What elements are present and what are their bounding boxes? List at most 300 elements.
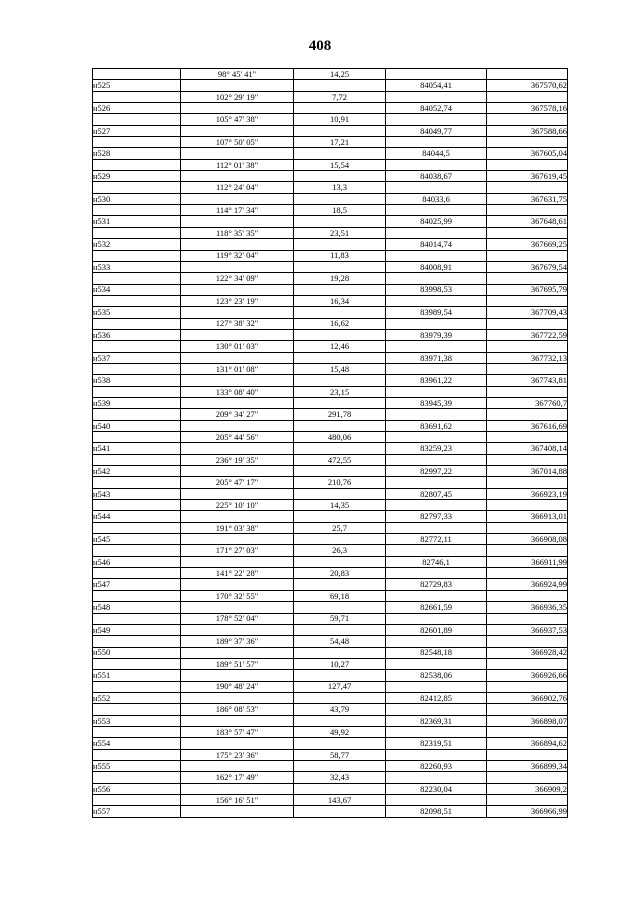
y-coordinate: 367722,59	[487, 329, 568, 340]
x-coordinate-cell	[386, 386, 487, 397]
direction-angle: 189° 51' 57"	[181, 658, 294, 669]
segment-distance: 16,34	[294, 295, 386, 306]
point-name: н534	[93, 284, 181, 295]
y-coordinate-cell	[487, 590, 568, 601]
x-coordinate-cell	[386, 341, 487, 352]
x-coordinate: 82601,89	[386, 624, 487, 635]
x-coordinate: 82729,83	[386, 579, 487, 590]
y-coordinate: 367616,69	[487, 420, 568, 431]
direction-angle: 118° 35' 35"	[181, 227, 294, 238]
x-coordinate-cell	[386, 795, 487, 806]
x-coordinate-cell	[386, 749, 487, 760]
angle-cell-empty	[181, 443, 294, 454]
point-name-cell	[93, 795, 181, 806]
point-name: н548	[93, 602, 181, 613]
point-name-cell	[93, 636, 181, 647]
point-name: н526	[93, 103, 181, 114]
segment-distance: 291,78	[294, 409, 386, 420]
x-coordinate: 84038,67	[386, 171, 487, 182]
segment-distance: 23,51	[294, 227, 386, 238]
direction-angle: 156° 16' 51"	[181, 795, 294, 806]
x-coordinate: 83945,39	[386, 397, 487, 408]
segment-distance: 127,47	[294, 681, 386, 692]
y-coordinate: 366966,99	[487, 806, 568, 817]
angle-cell-empty	[181, 466, 294, 477]
distance-cell-empty	[294, 125, 386, 136]
segment-row	[93, 590, 568, 601]
x-coordinate: 83998,53	[386, 284, 487, 295]
y-coordinate: 367732,13	[487, 352, 568, 363]
segment-distance: 54,48	[294, 636, 386, 647]
segment-distance: 26,3	[294, 545, 386, 556]
direction-angle: 162° 17' 49"	[181, 772, 294, 783]
segment-distance: 18,5	[294, 205, 386, 216]
x-coordinate-cell	[386, 409, 487, 420]
point-name-cell	[93, 318, 181, 329]
point-name: н554	[93, 738, 181, 749]
x-coordinate-cell	[386, 227, 487, 238]
distance-cell-empty	[294, 329, 386, 340]
angle-cell-empty	[181, 352, 294, 363]
y-coordinate-cell	[487, 795, 568, 806]
point-name-cell	[93, 590, 181, 601]
y-coordinate-cell	[487, 295, 568, 306]
point-name: н544	[93, 511, 181, 522]
distance-cell-empty	[294, 466, 386, 477]
segment-row	[93, 613, 568, 624]
segment-distance: 69,18	[294, 590, 386, 601]
point-name: н539	[93, 397, 181, 408]
point-name: н557	[93, 806, 181, 817]
direction-angle: 170° 32' 55"	[181, 590, 294, 601]
distance-cell-empty	[294, 375, 386, 386]
distance-cell-empty	[294, 80, 386, 91]
segment-row	[93, 772, 568, 783]
segment-row	[93, 636, 568, 647]
point-name: н532	[93, 239, 181, 250]
x-coordinate-cell	[386, 454, 487, 465]
segment-distance: 7,72	[294, 91, 386, 102]
point-name-cell	[93, 500, 181, 511]
y-coordinate: 366926,66	[487, 670, 568, 681]
angle-cell-empty	[181, 261, 294, 272]
distance-cell-empty	[294, 171, 386, 182]
distance-cell-empty	[294, 624, 386, 635]
point-name-cell	[93, 205, 181, 216]
segment-row	[93, 295, 568, 306]
point-row	[93, 783, 568, 794]
y-coordinate-cell	[487, 386, 568, 397]
y-coordinate-cell	[487, 636, 568, 647]
x-coordinate: 83259,23	[386, 443, 487, 454]
segment-row	[93, 795, 568, 806]
point-name-cell	[93, 273, 181, 284]
point-row	[93, 670, 568, 681]
segment-row	[93, 318, 568, 329]
point-name-cell	[93, 681, 181, 692]
point-row	[93, 715, 568, 726]
y-coordinate: 366913,01	[487, 511, 568, 522]
direction-angle: 114° 17' 34"	[181, 205, 294, 216]
y-coordinate-cell	[487, 477, 568, 488]
y-coordinate-cell	[487, 454, 568, 465]
segment-row	[93, 159, 568, 170]
x-coordinate-cell	[386, 681, 487, 692]
point-name-cell	[93, 749, 181, 760]
point-row	[93, 420, 568, 431]
segment-row	[93, 182, 568, 193]
point-name-cell	[93, 137, 181, 148]
x-coordinate-cell	[386, 545, 487, 556]
angle-cell-empty	[181, 125, 294, 136]
x-coordinate-cell	[386, 432, 487, 443]
point-name: н542	[93, 466, 181, 477]
point-name-cell	[93, 250, 181, 261]
x-coordinate: 82548,18	[386, 647, 487, 658]
segment-distance: 15,54	[294, 159, 386, 170]
point-name-cell	[93, 182, 181, 193]
y-coordinate: 367679,54	[487, 261, 568, 272]
segment-row	[93, 726, 568, 737]
segment-distance: 14,25	[294, 69, 386, 80]
angle-cell-empty	[181, 783, 294, 794]
point-name-cell	[93, 613, 181, 624]
point-name-cell	[93, 545, 181, 556]
point-name: н555	[93, 760, 181, 771]
point-row	[93, 443, 568, 454]
point-name-cell	[93, 227, 181, 238]
segment-distance: 210,76	[294, 477, 386, 488]
y-coordinate-cell	[487, 545, 568, 556]
point-name: н525	[93, 80, 181, 91]
point-name: н538	[93, 375, 181, 386]
distance-cell-empty	[294, 783, 386, 794]
point-name-cell	[93, 295, 181, 306]
distance-cell-empty	[294, 488, 386, 499]
segment-row	[93, 500, 568, 511]
distance-cell-empty	[294, 261, 386, 272]
angle-cell-empty	[181, 193, 294, 204]
x-coordinate-cell	[386, 522, 487, 533]
x-coordinate: 82230,04	[386, 783, 487, 794]
segment-distance: 16,62	[294, 318, 386, 329]
segment-row	[93, 749, 568, 760]
y-coordinate: 366909,2	[487, 783, 568, 794]
point-row	[93, 579, 568, 590]
x-coordinate-cell	[386, 318, 487, 329]
x-coordinate: 82997,22	[386, 466, 487, 477]
y-coordinate-cell	[487, 658, 568, 669]
direction-angle: 102° 29' 19"	[181, 91, 294, 102]
angle-cell-empty	[181, 647, 294, 658]
x-coordinate: 82369,31	[386, 715, 487, 726]
direction-angle: 112° 01' 38"	[181, 159, 294, 170]
direction-angle: 130° 01' 03"	[181, 341, 294, 352]
point-name: н552	[93, 692, 181, 703]
angle-cell-empty	[181, 602, 294, 613]
angle-cell-empty	[181, 329, 294, 340]
direction-angle: 189° 37' 36"	[181, 636, 294, 647]
distance-cell-empty	[294, 239, 386, 250]
segment-distance: 11,83	[294, 250, 386, 261]
distance-cell-empty	[294, 806, 386, 817]
y-coordinate-cell	[487, 409, 568, 420]
point-name: н528	[93, 148, 181, 159]
angle-cell-empty	[181, 148, 294, 159]
x-coordinate: 82412,85	[386, 692, 487, 703]
point-row	[93, 624, 568, 635]
segment-row	[93, 250, 568, 261]
point-name: н540	[93, 420, 181, 431]
point-row	[93, 148, 568, 159]
y-coordinate: 367695,79	[487, 284, 568, 295]
angle-cell-empty	[181, 375, 294, 386]
y-coordinate: 366937,53	[487, 624, 568, 635]
angle-cell-empty	[181, 284, 294, 295]
segment-distance: 59,71	[294, 613, 386, 624]
point-name-cell	[93, 91, 181, 102]
point-name-cell	[93, 114, 181, 125]
point-row	[93, 466, 568, 477]
y-coordinate-cell	[487, 500, 568, 511]
direction-angle: 225° 10' 10"	[181, 500, 294, 511]
point-row	[93, 80, 568, 91]
segment-distance: 480,06	[294, 432, 386, 443]
direction-angle: 178° 52' 04"	[181, 613, 294, 624]
direction-angle: 171° 27' 03"	[181, 545, 294, 556]
point-row	[93, 193, 568, 204]
y-coordinate-cell	[487, 159, 568, 170]
segment-row	[93, 704, 568, 715]
y-coordinate: 366894,62	[487, 738, 568, 749]
direction-angle: 98° 45' 41"	[181, 69, 294, 80]
point-name-cell	[93, 409, 181, 420]
segment-distance: 15,48	[294, 363, 386, 374]
segment-distance: 19,28	[294, 273, 386, 284]
direction-angle: 123° 23' 19"	[181, 295, 294, 306]
distance-cell-empty	[294, 352, 386, 363]
point-name: н529	[93, 171, 181, 182]
point-name: н551	[93, 670, 181, 681]
segment-distance: 13,3	[294, 182, 386, 193]
y-coordinate-cell	[487, 568, 568, 579]
segment-distance: 472,55	[294, 454, 386, 465]
y-coordinate: 367570,62	[487, 80, 568, 91]
point-name: н530	[93, 193, 181, 204]
y-coordinate: 367648,61	[487, 216, 568, 227]
point-row	[93, 534, 568, 545]
point-name: н537	[93, 352, 181, 363]
segment-distance: 49,92	[294, 726, 386, 737]
direction-angle: 175° 23' 36"	[181, 749, 294, 760]
point-name: н549	[93, 624, 181, 635]
x-coordinate: 83691,62	[386, 420, 487, 431]
y-coordinate-cell	[487, 137, 568, 148]
y-coordinate: 366899,34	[487, 760, 568, 771]
y-coordinate-cell	[487, 114, 568, 125]
segment-row	[93, 273, 568, 284]
y-coordinate: 367743,81	[487, 375, 568, 386]
y-coordinate-cell	[487, 522, 568, 533]
point-row	[93, 738, 568, 749]
point-row	[93, 647, 568, 658]
x-coordinate: 82538,06	[386, 670, 487, 681]
y-coordinate-cell	[487, 69, 568, 80]
y-coordinate-cell	[487, 182, 568, 193]
segment-row	[93, 137, 568, 148]
segment-row	[93, 522, 568, 533]
segment-row	[93, 545, 568, 556]
distance-cell-empty	[294, 670, 386, 681]
y-coordinate: 367669,25	[487, 239, 568, 250]
angle-cell-empty	[181, 511, 294, 522]
distance-cell-empty	[294, 148, 386, 159]
x-coordinate-cell	[386, 273, 487, 284]
segment-row	[93, 454, 568, 465]
direction-angle: 105° 47' 38"	[181, 114, 294, 125]
segment-distance: 17,21	[294, 137, 386, 148]
segment-row	[93, 658, 568, 669]
point-name-cell	[93, 386, 181, 397]
x-coordinate-cell	[386, 590, 487, 601]
x-coordinate: 82746,1	[386, 556, 487, 567]
segment-distance: 43,79	[294, 704, 386, 715]
y-coordinate-cell	[487, 227, 568, 238]
angle-cell-empty	[181, 692, 294, 703]
x-coordinate-cell	[386, 500, 487, 511]
x-coordinate: 83979,39	[386, 329, 487, 340]
point-name-cell	[93, 726, 181, 737]
segment-row	[93, 227, 568, 238]
segment-distance: 20,83	[294, 568, 386, 579]
angle-cell-empty	[181, 715, 294, 726]
segment-distance: 12,46	[294, 341, 386, 352]
direction-angle: 186° 08' 53"	[181, 704, 294, 715]
distance-cell-empty	[294, 511, 386, 522]
direction-angle: 141° 22' 28"	[181, 568, 294, 579]
point-name-cell	[93, 341, 181, 352]
point-name: н535	[93, 307, 181, 318]
distance-cell-empty	[294, 443, 386, 454]
angle-cell-empty	[181, 534, 294, 545]
y-coordinate-cell	[487, 432, 568, 443]
x-coordinate: 83989,54	[386, 307, 487, 318]
distance-cell-empty	[294, 307, 386, 318]
direction-angle: 236° 19' 35"	[181, 454, 294, 465]
angle-cell-empty	[181, 556, 294, 567]
direction-angle: 122° 34' 09"	[181, 273, 294, 284]
point-row	[93, 352, 568, 363]
angle-cell-empty	[181, 397, 294, 408]
point-row	[93, 511, 568, 522]
y-coordinate-cell	[487, 772, 568, 783]
segment-row	[93, 205, 568, 216]
direction-angle: 119° 32' 04"	[181, 250, 294, 261]
x-coordinate-cell	[386, 658, 487, 669]
point-name-cell	[93, 772, 181, 783]
y-coordinate-cell	[487, 205, 568, 216]
segment-distance: 10,27	[294, 658, 386, 669]
y-coordinate: 367588,66	[487, 125, 568, 136]
point-name-cell	[93, 658, 181, 669]
segment-distance: 58,77	[294, 749, 386, 760]
y-coordinate-cell	[487, 726, 568, 737]
point-row	[93, 216, 568, 227]
y-coordinate: 366924,99	[487, 579, 568, 590]
y-coordinate: 367619,45	[487, 171, 568, 182]
segment-distance: 32,43	[294, 772, 386, 783]
x-coordinate-cell	[386, 704, 487, 715]
x-coordinate: 82319,51	[386, 738, 487, 749]
point-row	[93, 284, 568, 295]
x-coordinate: 82797,33	[386, 511, 487, 522]
y-coordinate: 366923,19	[487, 488, 568, 499]
segment-row	[93, 363, 568, 374]
x-coordinate: 82260,93	[386, 760, 487, 771]
y-coordinate-cell	[487, 749, 568, 760]
x-coordinate-cell	[386, 91, 487, 102]
y-coordinate-cell	[487, 250, 568, 261]
point-row	[93, 556, 568, 567]
angle-cell-empty	[181, 806, 294, 817]
point-row	[93, 307, 568, 318]
y-coordinate: 367578,16	[487, 103, 568, 114]
y-coordinate-cell	[487, 681, 568, 692]
x-coordinate-cell	[386, 613, 487, 624]
x-coordinate: 84044,5	[386, 148, 487, 159]
point-row	[93, 261, 568, 272]
segment-row	[93, 681, 568, 692]
x-coordinate-cell	[386, 137, 487, 148]
x-coordinate-cell	[386, 726, 487, 737]
angle-cell-empty	[181, 760, 294, 771]
y-coordinate: 366908,08	[487, 534, 568, 545]
segment-distance: 23,15	[294, 386, 386, 397]
x-coordinate-cell	[386, 295, 487, 306]
y-coordinate: 366898,07	[487, 715, 568, 726]
point-name-cell	[93, 432, 181, 443]
angle-cell-empty	[181, 579, 294, 590]
page-number: 408	[308, 38, 332, 54]
x-coordinate-cell	[386, 772, 487, 783]
point-name: н546	[93, 556, 181, 567]
point-name: н536	[93, 329, 181, 340]
distance-cell-empty	[294, 193, 386, 204]
x-coordinate: 84014,74	[386, 239, 487, 250]
segment-distance: 10,91	[294, 114, 386, 125]
point-row	[93, 125, 568, 136]
segment-distance: 25,7	[294, 522, 386, 533]
angle-cell-empty	[181, 171, 294, 182]
segment-row	[93, 114, 568, 125]
distance-cell-empty	[294, 534, 386, 545]
point-row	[93, 375, 568, 386]
x-coordinate: 84049,77	[386, 125, 487, 136]
angle-cell-empty	[181, 420, 294, 431]
x-coordinate-cell	[386, 159, 487, 170]
x-coordinate-cell	[386, 182, 487, 193]
segment-row	[93, 409, 568, 420]
point-name: н531	[93, 216, 181, 227]
point-row	[93, 329, 568, 340]
point-row	[93, 760, 568, 771]
angle-cell-empty	[181, 488, 294, 499]
distance-cell-empty	[294, 715, 386, 726]
distance-cell-empty	[294, 738, 386, 749]
y-coordinate-cell	[487, 91, 568, 102]
point-name: н533	[93, 261, 181, 272]
direction-angle: 107° 50' 05"	[181, 137, 294, 148]
